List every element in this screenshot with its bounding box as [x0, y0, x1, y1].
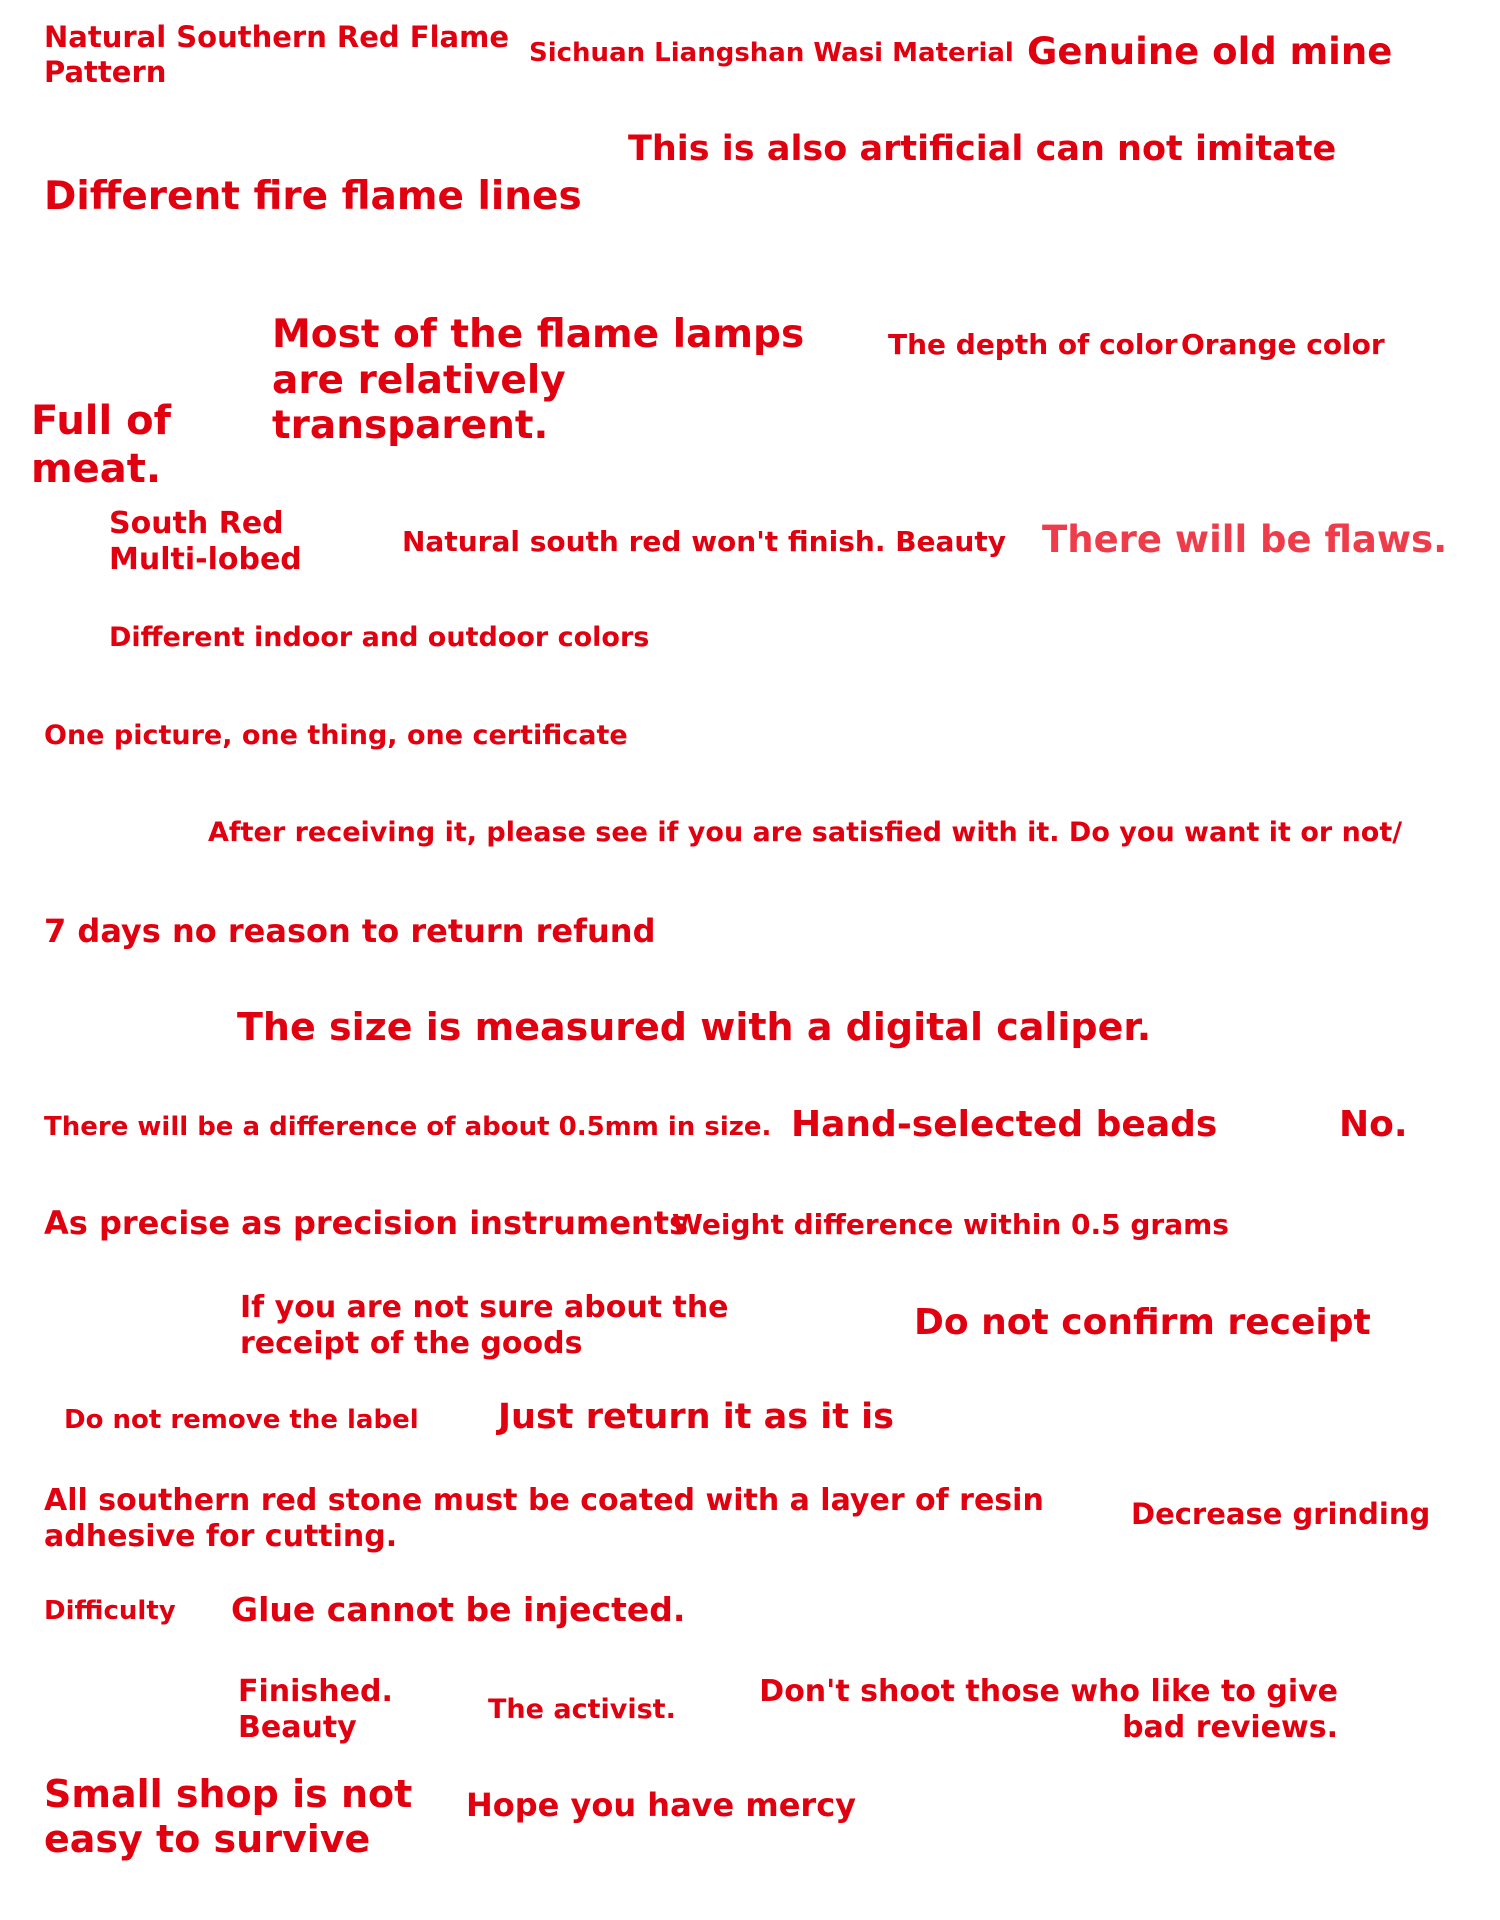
caption-glue-cannot: Glue cannot be injected. [231, 1590, 686, 1629]
caption-weight-difference: Weight difference within 0.5 grams [672, 1208, 1229, 1241]
caption-natural-wont-finish: Natural south red won't finish. Beauty [402, 525, 1006, 558]
caption-no: No. [1339, 1104, 1408, 1145]
caption-decrease-grinding: Decrease grinding [1131, 1497, 1431, 1531]
caption-depth-of-color: The depth of color [888, 328, 1178, 361]
caption-south-red-multilobed: South Red Multi-lobed [109, 506, 302, 577]
caption-flame-lamps-transparent: Most of the flame lamps are relatively transparent. [272, 312, 805, 449]
caption-hand-selected: Hand-selected beads [791, 1104, 1218, 1145]
caption-genuine-old-mine: Genuine old mine [1027, 30, 1393, 73]
caption-do-not-remove-label: Do not remove the label [64, 1405, 419, 1435]
caption-difficulty: Difficulty [44, 1596, 176, 1626]
caption-sichuan-material: Sichuan Liangshan Wasi Material [529, 38, 1014, 68]
caption-the-activist: The activist. [488, 1694, 676, 1725]
caption-do-not-confirm: Do not confirm receipt [914, 1302, 1371, 1343]
caption-resin-coating: All southern red stone must be coated with a layer of resin adhesive for cutting. [44, 1483, 1044, 1554]
caption-seven-days-refund: 7 days no reason to return refund [44, 912, 656, 950]
caption-small-shop: Small shop is not easy to survive [44, 1772, 413, 1861]
caption-different-fire-lines: Different fire flame lines [44, 174, 582, 219]
caption-full-of-meat: Full of meat. [31, 398, 172, 492]
caption-orange-color: Orange color [1181, 328, 1385, 361]
caption-one-picture-one-thing: One picture, one thing, one certificate [44, 720, 628, 751]
caption-return-as-is: Just return it as it is [498, 1397, 894, 1437]
caption-there-will-be-flaws: There will be flaws. [1042, 518, 1448, 561]
caption-dont-shoot: Don't shoot those who like to give bad reviews. [759, 1674, 1338, 1745]
caption-natural-southern-red: Natural Southern Red Flame Pattern [44, 20, 509, 89]
caption-digital-caliper: The size is measured with a digital caliper. [237, 1005, 1152, 1049]
caption-after-receiving: After receiving it, please see if you are satisfied with it. Do you want it or not/ [208, 817, 1403, 848]
caption-size-difference: There will be a difference of about 0.5mm in size. [44, 1112, 772, 1142]
caption-artificial-cannot-imitate: This is also artificial can not imitate [628, 129, 1337, 169]
caption-indoor-outdoor-colors: Different indoor and outdoor colors [109, 622, 650, 653]
caption-hope-mercy: Hope you have mercy [466, 1786, 857, 1824]
caption-precise-instruments: As precise as precision instruments [44, 1204, 689, 1242]
caption-finished-beauty: Finished. Beauty [238, 1674, 393, 1745]
caption-not-sure-receipt: If you are not sure about the receipt of the goods [240, 1290, 729, 1361]
